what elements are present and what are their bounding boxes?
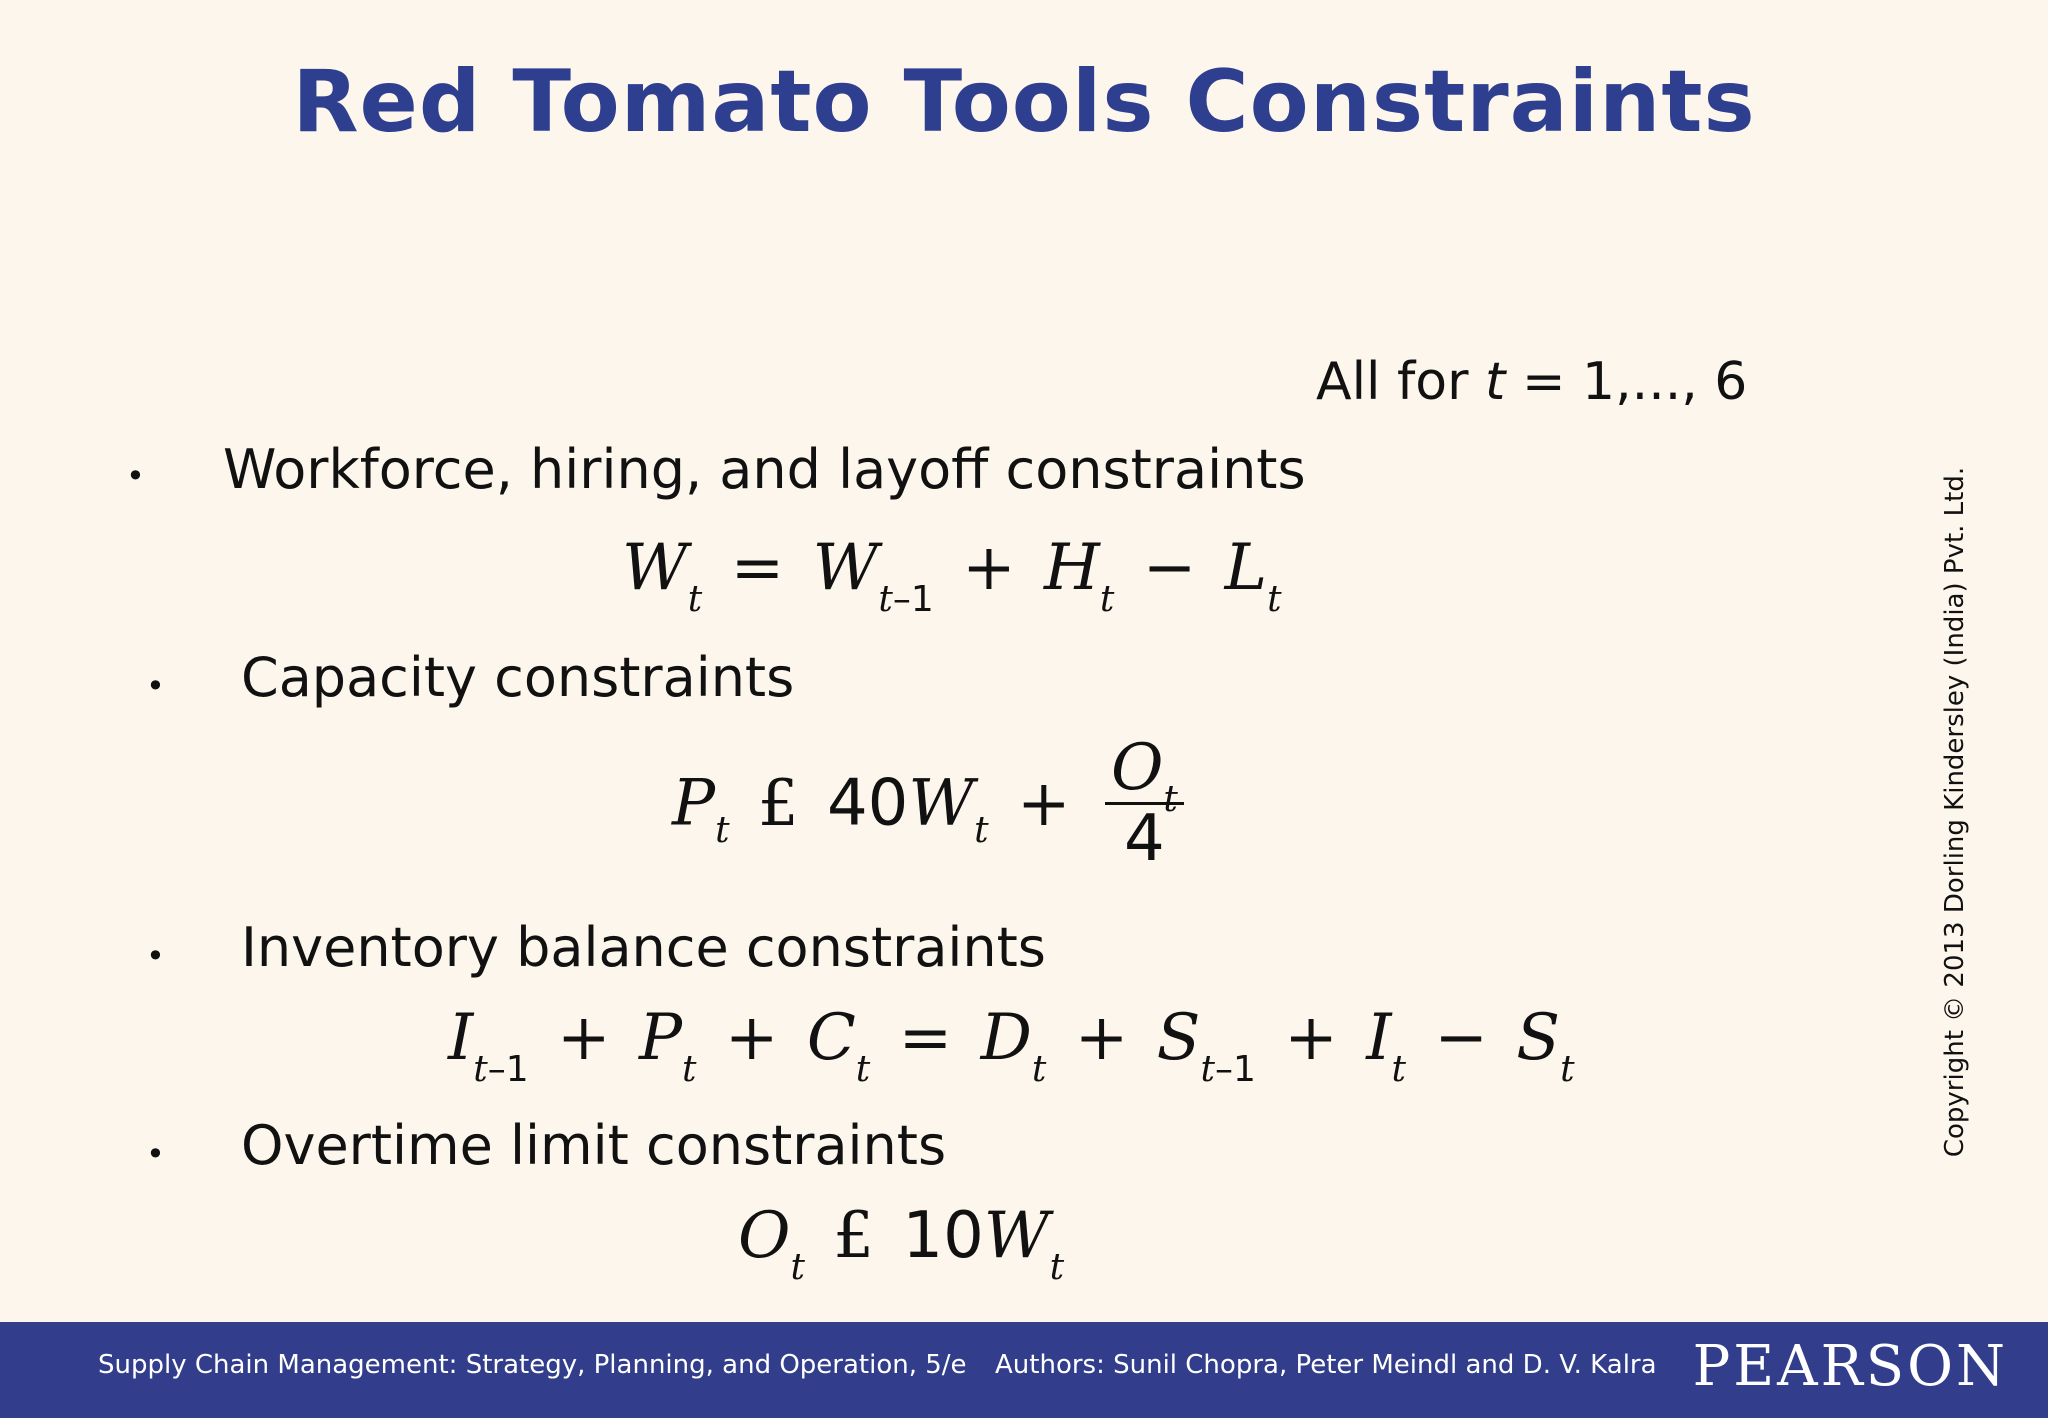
eq-sub: t: [1031, 1049, 1047, 1090]
eq-sub: t: [1049, 1247, 1065, 1288]
eq-operator: +: [1016, 766, 1071, 841]
bullet-inventory: Inventory balance constraints: [241, 916, 1046, 979]
slide-title: Red Tomato Tools Constraints: [292, 52, 1756, 152]
eq-sub: t: [1391, 1049, 1406, 1090]
footer-book-title: Supply Chain Management: Strategy, Planning, and Operation, 5/e: [98, 1350, 967, 1380]
eq-operator: −: [1142, 531, 1197, 605]
eq-var: C: [806, 1001, 856, 1075]
footer-bar: [0, 1322, 2048, 1418]
copyright-notice: Copyright © 2013 Dorling Kindersley (India) Pvt. Ltd.: [1940, 466, 1970, 1158]
eq-denominator: 4: [1124, 802, 1165, 876]
eq-operator: +: [557, 1001, 611, 1075]
eq-operator: £: [833, 1199, 874, 1273]
eq-sub: t: [1560, 1049, 1575, 1090]
eq-var: W: [983, 1199, 1050, 1273]
eq-coefficient: 10: [902, 1199, 984, 1273]
bullet-workforce: Workforce, hiring, and layoff constraints: [223, 438, 1306, 501]
eq-coefficient: 40: [826, 766, 909, 841]
eq-operator: +: [724, 1001, 779, 1075]
eq-var: S: [1156, 1001, 1201, 1075]
eq-fraction: [1105, 731, 1184, 876]
eq-var: I: [1366, 1001, 1392, 1075]
eq-sub: t–1: [878, 579, 934, 620]
eq-sub: t: [855, 1049, 871, 1090]
eq-var: D: [980, 1001, 1032, 1075]
range-note-var: t: [1485, 352, 1506, 412]
eq-var: W: [622, 531, 688, 605]
bullet-marker: •: [126, 457, 145, 495]
equation-workforce: [622, 531, 1282, 620]
bullet-marker: •: [146, 937, 165, 975]
eq-sub: t: [1267, 579, 1282, 620]
eq-sub: t: [1099, 579, 1115, 620]
eq-var: W: [812, 531, 879, 605]
eq-var: I: [448, 1001, 474, 1075]
eq-var: H: [1044, 531, 1100, 605]
eq-var: P: [638, 1001, 683, 1075]
eq-var: P: [672, 766, 716, 841]
eq-var: O: [738, 1199, 791, 1273]
eq-sub: t: [715, 810, 730, 851]
eq-var: O: [1110, 731, 1164, 805]
range-note: [1316, 352, 1747, 412]
eq-operator: =: [730, 531, 785, 605]
bullet-marker: •: [146, 1135, 165, 1173]
bullet-marker: •: [146, 667, 165, 705]
range-note-prefix: All for: [1316, 352, 1486, 412]
equation-inventory: [448, 1001, 1575, 1090]
pearson-logo: PEARSON: [1692, 1334, 2008, 1399]
eq-operator: £: [757, 766, 799, 841]
eq-sub: t: [682, 1049, 697, 1090]
eq-var: W: [908, 766, 975, 841]
eq-sub: t: [1163, 779, 1178, 820]
eq-sub: t–1: [1200, 1049, 1256, 1090]
bullet-capacity: Capacity constraints: [241, 646, 795, 709]
eq-sub: t: [790, 1247, 805, 1288]
eq-operator: +: [1074, 1001, 1129, 1075]
eq-sub: t: [974, 810, 989, 851]
eq-operator: =: [898, 1001, 953, 1075]
eq-operator: −: [1434, 1001, 1488, 1075]
eq-var: S: [1516, 1001, 1561, 1075]
range-note-suffix: = 1,..., 6: [1505, 352, 1748, 412]
eq-var: L: [1224, 531, 1268, 605]
equation-overtime: [738, 1199, 1065, 1288]
eq-sub: t: [687, 579, 703, 620]
eq-sub: t–1: [473, 1049, 529, 1090]
eq-operator: +: [1284, 1001, 1338, 1075]
footer-authors: Authors: Sunil Chopra, Peter Meindl and D. V. Kalra: [995, 1350, 1657, 1380]
bullet-overtime: Overtime limit constraints: [241, 1114, 947, 1177]
equation-capacity: [672, 731, 1184, 876]
eq-operator: +: [962, 531, 1016, 605]
